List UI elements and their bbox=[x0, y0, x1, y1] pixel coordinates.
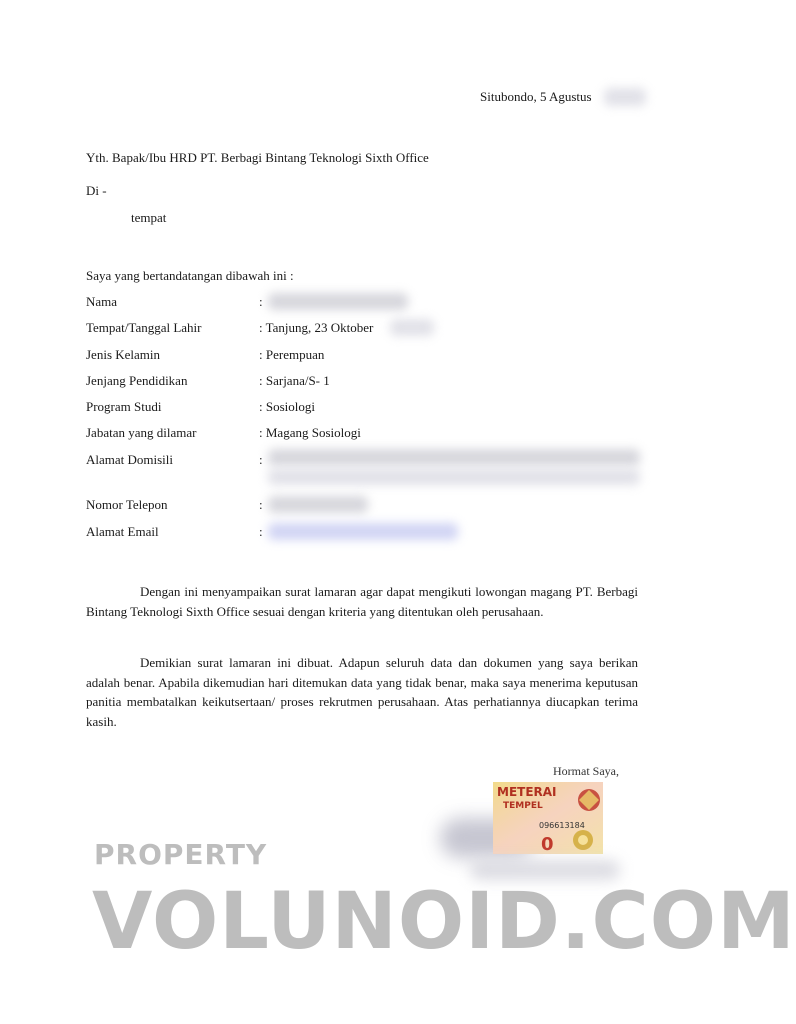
redacted-birth-year bbox=[390, 319, 434, 336]
star-ornament-icon bbox=[573, 830, 593, 850]
field-value-nama: : bbox=[259, 294, 263, 309]
field-label-education: Jenjang Pendidikan bbox=[86, 373, 188, 388]
field-value-phone: : bbox=[259, 497, 263, 512]
meterai-stamp-graphic bbox=[493, 782, 603, 854]
field-value-education: : Sarjana/S- 1 bbox=[259, 373, 330, 388]
field-label-study: Program Studi bbox=[86, 399, 162, 414]
watermark-site: VOLUNOID.COM bbox=[92, 877, 796, 967]
intro-text: Saya yang bertandatangan dibawah ini : bbox=[86, 268, 294, 283]
recipient-line: Yth. Bapak/Ibu HRD PT. Berbagi Bintang Teknologi Sixth Office bbox=[86, 150, 429, 165]
body-paragraph-1-text: Dengan ini menyampaikan surat lamaran agar dapat mengikuti lowongan magang PT. Berbagi Bintang Teknologi Sixth Office sesuai dengan kriteria yang ditentukan oleh perusahaan. bbox=[86, 584, 638, 619]
field-label-position: Jabatan yang dilamar bbox=[86, 425, 197, 440]
body-paragraph-2-text: Demikian surat lamaran ini dibuat. Adapun seluruh data dan dokumen yang saya berikan adalah benar. Apabila dikemudian hari ditemukan data yang tidak benar, maka saya menerima keputusan panitia membatalkan keikutsertaan/ proses rekrutmen perusahaan. Atas perhatiannya diucapkan terima kasih. bbox=[86, 655, 638, 729]
garuda-emblem-icon bbox=[578, 789, 600, 811]
closing-text: Hormat Saya, bbox=[553, 764, 619, 778]
redacted-year bbox=[604, 88, 646, 106]
field-label-nama: Nama bbox=[86, 294, 118, 309]
meterai-serial: 096613184 bbox=[539, 821, 585, 830]
field-label-email: Alamat Email bbox=[86, 524, 159, 539]
field-label-phone: Nomor Telepon bbox=[86, 497, 168, 512]
field-value-position: : Magang Sosiologi bbox=[259, 425, 361, 440]
body-paragraph-1 bbox=[86, 582, 638, 621]
redacted-address-line2 bbox=[268, 469, 640, 485]
recipient-di: Di - bbox=[86, 183, 107, 198]
redacted-name bbox=[268, 293, 408, 310]
field-label-ttl: Tempat/Tanggal Lahir bbox=[86, 320, 202, 335]
watermark-property: PROPERTY bbox=[94, 838, 268, 871]
field-label-gender: Jenis Kelamin bbox=[86, 347, 161, 362]
date-line: Situbondo, 5 Agustus bbox=[480, 89, 592, 104]
field-value-email: : bbox=[259, 524, 263, 539]
field-label-address: Alamat Domisili bbox=[86, 452, 174, 467]
meterai-title: METERAI bbox=[497, 785, 557, 799]
meterai-value: 0 bbox=[541, 834, 554, 855]
field-value-study: : Sosiologi bbox=[259, 399, 315, 414]
redacted-email bbox=[268, 523, 458, 540]
field-value-address: : bbox=[259, 452, 263, 467]
redacted-phone bbox=[268, 496, 368, 513]
meterai-stamp bbox=[493, 782, 603, 854]
field-value-ttl: : Tanjung, 23 Oktober bbox=[259, 320, 374, 335]
meterai-subtitle: TEMPEL bbox=[503, 801, 543, 811]
field-value-gender: : Perempuan bbox=[259, 347, 325, 362]
redacted-address-line1 bbox=[268, 449, 640, 466]
body-paragraph-2 bbox=[86, 653, 638, 731]
recipient-tempat: tempat bbox=[131, 210, 167, 225]
